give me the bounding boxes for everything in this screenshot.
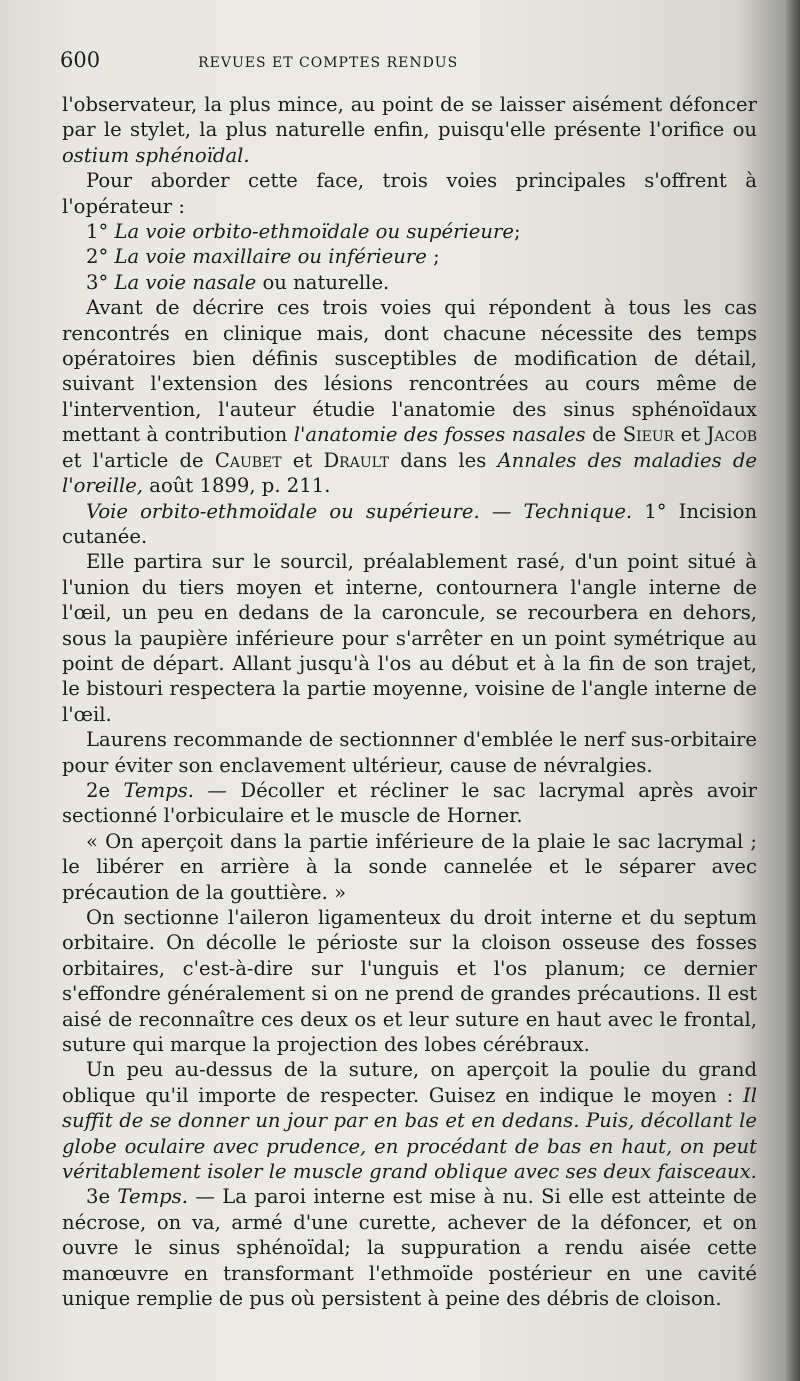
paragraph: 3e Temps. — La paroi interne est mise à nu. Si elle est atteinte de nécrose, on va, armé d'une curette, achever de la défoncer, et on ouvre le sinus sphénoïdal; la suppuration a rendu aisée cette manœuvre en transformant l'ethmoïde postérieur en une cavité unique remplie de pus où persistent à peine des débris de cloison. — [62, 1185, 758, 1311]
page-gutter-shadow — [786, 0, 800, 1381]
author-name: Jacob — [706, 423, 758, 447]
list-item: 2° La voie maxillaire ou inférieure ; — [86, 245, 440, 269]
section-heading: Voie orbito-ethmoïdale ou supérieure. — Technique. 1° Incision cutanée. — [62, 499, 757, 548]
body-text — [62, 92, 757, 1312]
list-item: 1° La voie orbito-ethmoïdale ou supérieure; — [86, 220, 521, 244]
author-name: Caubet — [214, 448, 282, 472]
author-name: Sieur — [622, 423, 675, 447]
paragraph: l'observateur, la plus mince, au point de se laisser aisément défoncer par le stylet, la plus naturelle enfin, puisqu'elle présente l'orifice ou ostium sphénoïdal. — [62, 93, 757, 167]
paragraph: 2e Temps. — Décoller et récliner le sac lacrymal après avoir sectionné l'orbiculaire et le muscle de Horner. — [62, 778, 758, 828]
paragraph: Un peu au-dessus de la suture, on aperçoit la poulie du grand oblique qu'il importe de respecter. Guisez en indique le moyen : Il suffit de se donner un jour par en bas et en dedans. Puis, décollant le globe oculaire avec prudence, en procédant de bas en haut, on peut véritablement isoler le muscle grand oblique avec ses deux faisceaux. — [62, 1058, 757, 1184]
paragraph: Elle partira sur le sourcil, préalablement rasé, d'un point situé à l'union du tiers moyen et interne, contournera l'angle interne de l'œil, un peu en dedans de la caroncule, se recourbera en dehors, sous la paupière inférieure pour s'arrêter en un point symétrique au point de départ. Allant jusqu'à l'os au début et à la fin de son trajet, le bistouri respectera la partie moyenne, voisine de l'angle interne de l'œil. — [62, 550, 757, 726]
page-header — [60, 48, 580, 72]
quotation: « On aperçoit dans la partie inférieure de la plaie le sac lacrymal ; le libérer en arrière à la sonde cannelée et le séparer avec précaution de la gouttière. » — [62, 829, 757, 904]
paragraph: On sectionne l'aileron ligamenteux du droit interne et du septum orbitaire. On décolle le périoste sur la cloison osseuse des fosses orbitaires, c'est-à-dire sur l'unguis et l'os planum; ce dernier s'effondre généralement si on ne prend de grandes précautions. Il est aisé de reconnaître ces deux os et leur suture en haut avec le frontal, suture qui marque la projection des lobes cérébraux. — [62, 906, 757, 1057]
list-item: 3° La voie nasale ou naturelle. — [86, 270, 390, 294]
paragraph: Avant de décrire ces trois voies qui répondent à tous les cas rencontrés en clinique mais, dont chacune nécessite des temps opératoires bien définis susceptibles de modification de détail, suivant l'extension des lésions rencontrées au cours même de l'intervention, l'auteur étudie l'anatomie des sinus sphénoïdaux mettant à contribution l'anatomie des fosses nasales de Sieur et Jacob et l'article de Caubet et Drault dans les Annales des maladies de l'oreille, août 1899, p. 211. — [62, 296, 758, 498]
page-number: 600 — [60, 48, 101, 72]
running-head: REVUES ET COMPTES RENDUS — [198, 55, 459, 71]
paragraph: Laurens recommande de sectionnner d'emblée le nerf sus-orbitaire pour éviter son enclavement ultérieur, cause de névralgies. — [62, 728, 757, 777]
paragraph: Pour aborder cette face, trois voies principales s'offrent à l'opérateur : — [62, 169, 757, 218]
author-name: Drault — [323, 448, 390, 472]
